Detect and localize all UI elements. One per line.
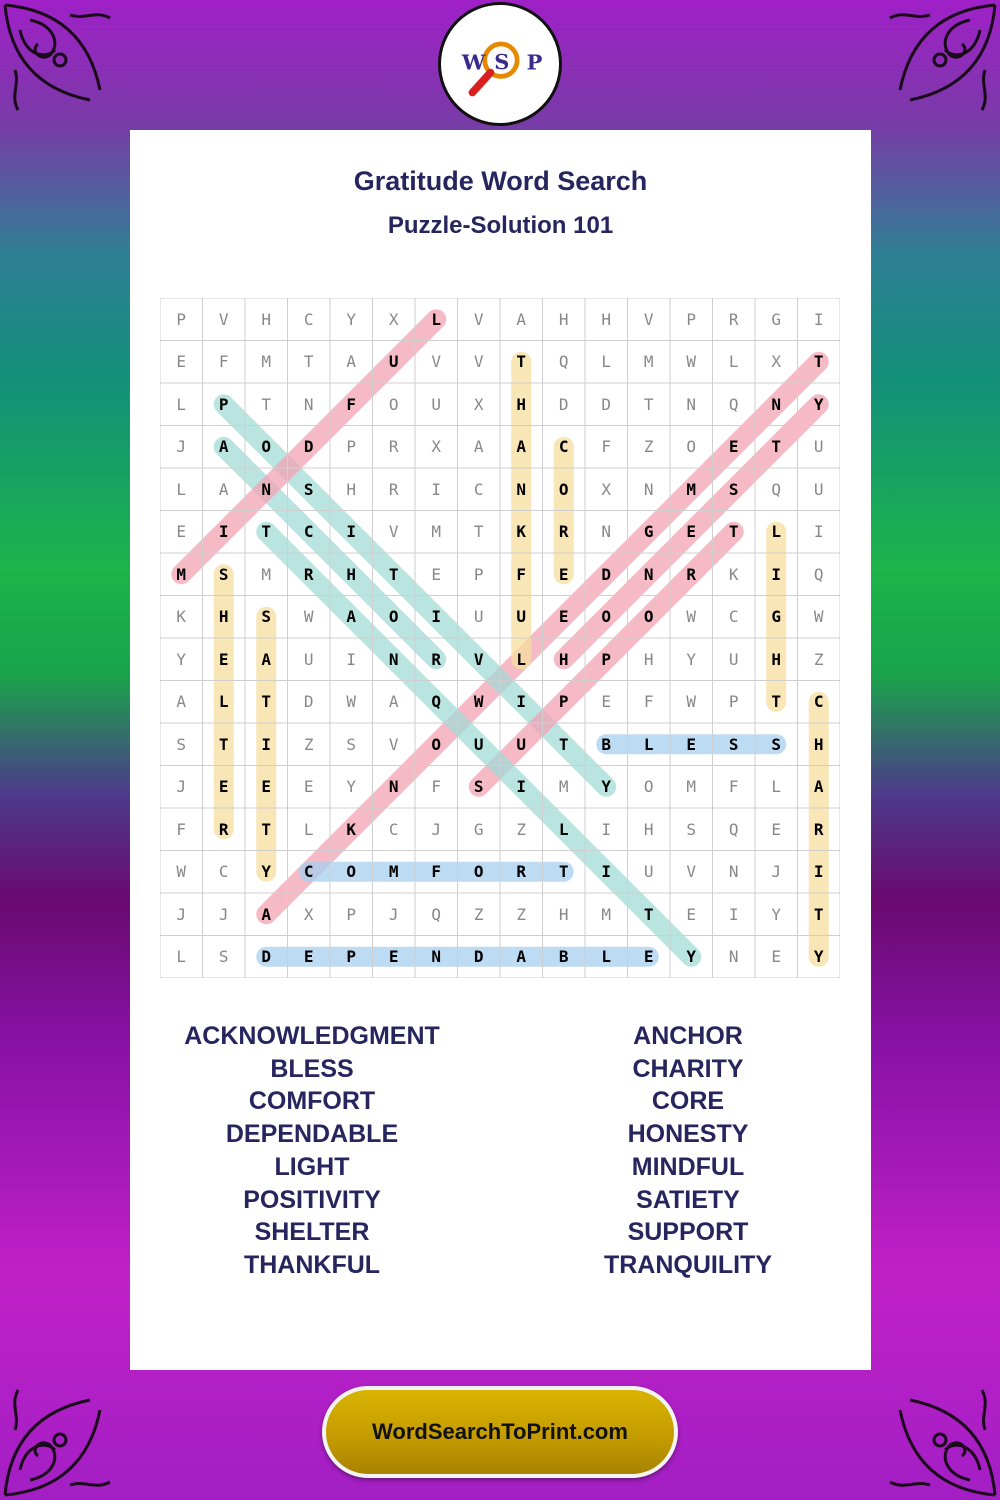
grid-cell[interactable]: A bbox=[516, 309, 527, 329]
grid-cell[interactable]: V bbox=[686, 862, 697, 882]
grid-cell[interactable]: Z bbox=[516, 904, 527, 924]
grid-cell[interactable]: X bbox=[388, 309, 399, 329]
grid-cell[interactable]: G bbox=[643, 522, 654, 542]
grid-cell[interactable]: D bbox=[558, 394, 569, 414]
grid-cell[interactable]: N bbox=[388, 649, 399, 669]
grid-cell[interactable]: A bbox=[218, 437, 229, 457]
grid-cell[interactable]: T bbox=[261, 692, 272, 712]
grid-cell[interactable]: L bbox=[643, 734, 654, 754]
grid-cell[interactable]: T bbox=[261, 394, 272, 414]
grid-cell[interactable]: E bbox=[558, 607, 569, 627]
grid-cell[interactable]: P bbox=[218, 394, 229, 414]
grid-cell[interactable]: A bbox=[346, 352, 357, 372]
grid-cell[interactable]: E bbox=[771, 819, 782, 839]
grid-cell[interactable]: I bbox=[601, 862, 612, 882]
grid-cell[interactable]: U bbox=[813, 437, 824, 457]
grid-cell[interactable]: L bbox=[176, 479, 187, 499]
word-list-left bbox=[142, 1020, 482, 1282]
grid-cell[interactable]: V bbox=[643, 309, 654, 329]
grid-cell[interactable]: S bbox=[303, 479, 314, 499]
grid-cell[interactable]: Q bbox=[558, 352, 569, 372]
grid-cell[interactable]: W bbox=[686, 352, 697, 372]
grid-cell[interactable]: Y bbox=[813, 394, 824, 414]
grid-cell[interactable]: F bbox=[218, 352, 229, 372]
grid-cell[interactable]: E bbox=[261, 777, 272, 797]
grid-cell[interactable]: L bbox=[516, 649, 527, 669]
logo-letter-s: S bbox=[494, 48, 510, 74]
word-list-right bbox=[518, 1020, 858, 1282]
grid-cell[interactable]: F bbox=[728, 777, 739, 797]
grid-cell[interactable]: E bbox=[303, 947, 314, 967]
grid-cell[interactable]: S bbox=[218, 947, 229, 967]
grid-cell[interactable]: H bbox=[558, 904, 569, 924]
grid-cell[interactable]: L bbox=[771, 777, 782, 797]
grid-cell[interactable]: O bbox=[473, 862, 484, 882]
grid-cell[interactable]: C bbox=[303, 522, 314, 542]
grid-cell[interactable]: P bbox=[558, 692, 569, 712]
grid-cell[interactable]: M bbox=[261, 352, 272, 372]
grid-cell[interactable]: J bbox=[176, 437, 187, 457]
grid-cell[interactable]: E bbox=[686, 904, 697, 924]
grid-cell[interactable]: E bbox=[176, 352, 187, 372]
grid-cell[interactable]: E bbox=[303, 777, 314, 797]
grid-cell[interactable]: I bbox=[218, 522, 229, 542]
grid-cell[interactable]: W bbox=[686, 607, 697, 627]
corner-flourish-top-right bbox=[860, 0, 1000, 140]
grid-cell[interactable]: B bbox=[601, 734, 612, 754]
grid-cell[interactable]: F bbox=[346, 394, 357, 414]
grid-cell[interactable]: R bbox=[218, 819, 229, 839]
grid-cell[interactable]: N bbox=[601, 522, 612, 542]
grid-cell[interactable]: J bbox=[771, 862, 782, 882]
grid-cell[interactable]: I bbox=[346, 522, 357, 542]
grid-cell[interactable]: P bbox=[346, 437, 357, 457]
grid-cell[interactable]: U bbox=[388, 352, 399, 372]
grid-cell[interactable]: T bbox=[388, 564, 399, 584]
grid-cell[interactable]: E bbox=[431, 564, 442, 584]
word-list-item: COMFORT bbox=[248, 1087, 376, 1116]
grid-cell[interactable]: J bbox=[388, 904, 399, 924]
wsp-logo[interactable] bbox=[438, 2, 562, 126]
grid-cell[interactable]: H bbox=[218, 607, 229, 627]
grid-cell[interactable]: E bbox=[601, 692, 612, 712]
grid-cell[interactable]: S bbox=[728, 479, 739, 499]
word-list-item: MINDFUL bbox=[631, 1152, 745, 1181]
grid-cell[interactable]: V bbox=[431, 352, 442, 372]
word-list-item: LIGHT bbox=[274, 1152, 350, 1181]
grid-cell[interactable]: E bbox=[218, 777, 229, 797]
grid-cell[interactable]: U bbox=[728, 649, 739, 669]
grid-cell[interactable]: W bbox=[346, 692, 357, 712]
word-list-item: CORE bbox=[651, 1087, 725, 1116]
grid-cell[interactable]: L bbox=[303, 819, 314, 839]
grid-cell[interactable]: A bbox=[516, 437, 527, 457]
site-link-button[interactable]: WordSearchToPrint.com bbox=[322, 1386, 678, 1478]
grid-cell[interactable]: D bbox=[261, 947, 272, 967]
grid-cell[interactable]: I bbox=[431, 607, 442, 627]
grid-cell[interactable]: V bbox=[388, 734, 399, 754]
grid-cell[interactable]: X bbox=[303, 904, 314, 924]
word-list-item: CHARITY bbox=[632, 1054, 744, 1083]
word-list-item: POSITIVITY bbox=[243, 1185, 381, 1214]
grid-cell[interactable]: Y bbox=[176, 649, 187, 669]
grid-cell[interactable]: P bbox=[601, 649, 612, 669]
grid-cell[interactable]: F bbox=[431, 862, 442, 882]
grid-cell[interactable]: L bbox=[176, 394, 187, 414]
grid-cell[interactable]: Y bbox=[813, 947, 824, 967]
grid-cell[interactable]: W bbox=[813, 607, 824, 627]
grid-cell[interactable]: V bbox=[473, 309, 484, 329]
grid-cell[interactable]: Y bbox=[346, 309, 357, 329]
grid-cell[interactable]: L bbox=[176, 947, 187, 967]
corner-flourish-bottom-left bbox=[0, 1360, 140, 1500]
grid-cell[interactable]: W bbox=[473, 692, 484, 712]
grid-cell[interactable]: L bbox=[218, 692, 229, 712]
grid-cell[interactable]: S bbox=[261, 607, 272, 627]
grid-cell[interactable]: N bbox=[431, 947, 442, 967]
grid-cell[interactable]: Q bbox=[728, 819, 739, 839]
logo-letter-w: W bbox=[461, 49, 486, 75]
grid-cell[interactable]: U bbox=[473, 607, 484, 627]
grid-cell[interactable]: G bbox=[771, 607, 782, 627]
grid-cell[interactable]: I bbox=[431, 479, 442, 499]
grid-cell[interactable]: D bbox=[473, 947, 484, 967]
word-list-item: ACKNOWLEDGMENT bbox=[184, 1022, 440, 1050]
grid-cell[interactable]: P bbox=[473, 564, 484, 584]
grid-cell[interactable]: Q bbox=[813, 564, 824, 584]
grid-cell[interactable]: Z bbox=[643, 437, 654, 457]
grid-cell[interactable]: T bbox=[771, 692, 782, 712]
grid-cell[interactable]: E bbox=[686, 522, 697, 542]
word-list-item: SATIETY bbox=[636, 1185, 740, 1214]
grid-cell[interactable]: C bbox=[813, 692, 824, 712]
grid-cell[interactable]: W bbox=[686, 692, 697, 712]
grid-cell[interactable]: N bbox=[771, 394, 782, 414]
grid-cell[interactable]: R bbox=[686, 564, 697, 584]
grid-cell[interactable]: T bbox=[643, 394, 654, 414]
grid-cell[interactable]: I bbox=[261, 734, 272, 754]
grid-cell[interactable]: T bbox=[261, 522, 272, 542]
grid-cell[interactable]: I bbox=[516, 777, 527, 797]
grid-cell[interactable]: M bbox=[601, 904, 612, 924]
grid-cell[interactable]: Q bbox=[431, 904, 442, 924]
grid-cell[interactable]: T bbox=[771, 437, 782, 457]
grid-cell[interactable]: E bbox=[728, 437, 739, 457]
grid-cell[interactable]: H bbox=[558, 649, 569, 669]
grid-cell[interactable]: O bbox=[686, 437, 697, 457]
grid-cell[interactable]: X bbox=[431, 437, 442, 457]
grid-cell[interactable]: O bbox=[346, 862, 357, 882]
grid-cell[interactable]: A bbox=[346, 607, 357, 627]
grid-cell[interactable]: T bbox=[558, 862, 569, 882]
grid-cell[interactable]: Z bbox=[516, 819, 527, 839]
grid-cell[interactable]: F bbox=[643, 692, 654, 712]
logo-letter-p: P bbox=[526, 49, 543, 75]
grid-cell[interactable]: Z bbox=[813, 649, 824, 669]
grid-cell[interactable]: W bbox=[303, 607, 314, 627]
grid-cell[interactable]: U bbox=[303, 649, 314, 669]
grid-cell[interactable]: O bbox=[558, 479, 569, 499]
grid-cell[interactable]: H bbox=[558, 309, 569, 329]
grid-cell[interactable]: K bbox=[176, 607, 187, 627]
grid-cell[interactable]: H bbox=[346, 564, 357, 584]
grid-cell[interactable]: W bbox=[176, 862, 187, 882]
grid-cell[interactable]: P bbox=[686, 309, 697, 329]
grid-cell[interactable]: J bbox=[176, 904, 187, 924]
grid-cell[interactable]: G bbox=[473, 819, 484, 839]
grid-cell[interactable]: T bbox=[218, 734, 229, 754]
grid-cell[interactable]: K bbox=[728, 564, 739, 584]
grid-cell[interactable]: Z bbox=[473, 904, 484, 924]
grid-cell[interactable]: V bbox=[388, 522, 399, 542]
grid-cell[interactable]: E bbox=[643, 947, 654, 967]
grid-cell[interactable]: H bbox=[643, 649, 654, 669]
grid-cell[interactable]: C bbox=[388, 819, 399, 839]
grid-cell[interactable]: T bbox=[303, 352, 314, 372]
grid-cell[interactable]: C bbox=[558, 437, 569, 457]
grid-cell[interactable]: H bbox=[771, 649, 782, 669]
grid-cell[interactable]: L bbox=[431, 309, 442, 329]
grid-cell[interactable]: D bbox=[601, 564, 612, 584]
grid-cell[interactable]: Y bbox=[346, 777, 357, 797]
grid-cell[interactable]: U bbox=[473, 734, 484, 754]
grid-cell[interactable]: Q bbox=[771, 479, 782, 499]
grid-cell[interactable]: E bbox=[558, 564, 569, 584]
grid-cell[interactable]: S bbox=[176, 734, 187, 754]
grid-cell[interactable]: H bbox=[813, 734, 824, 754]
grid-cell[interactable]: P bbox=[346, 904, 357, 924]
grid-cell[interactable]: R bbox=[388, 437, 399, 457]
grid-cell[interactable]: I bbox=[728, 904, 739, 924]
grid-cell[interactable]: T bbox=[643, 904, 654, 924]
word-list-item: ANCHOR bbox=[633, 1022, 743, 1050]
grid-cell[interactable]: T bbox=[516, 352, 527, 372]
grid-cell[interactable]: K bbox=[346, 819, 357, 839]
grid-cell[interactable]: D bbox=[601, 394, 612, 414]
grid-cell[interactable]: C bbox=[728, 607, 739, 627]
grid-cell[interactable]: H bbox=[643, 819, 654, 839]
grid-cell[interactable]: J bbox=[218, 904, 229, 924]
word-list-item: HONESTY bbox=[627, 1120, 749, 1149]
grid-cell[interactable]: O bbox=[643, 777, 654, 797]
grid-cell[interactable]: S bbox=[728, 734, 739, 754]
grid-cell[interactable]: P bbox=[176, 309, 187, 329]
grid-cell[interactable]: P bbox=[728, 692, 739, 712]
grid-cell[interactable]: F bbox=[431, 777, 442, 797]
grid-cell[interactable]: M bbox=[388, 862, 399, 882]
grid-cell[interactable]: E bbox=[686, 734, 697, 754]
grid-cell[interactable]: N bbox=[643, 564, 654, 584]
grid-cell[interactable]: L bbox=[558, 819, 569, 839]
word-list-item: BLESS bbox=[270, 1054, 354, 1083]
grid-cell[interactable]: U bbox=[516, 607, 527, 627]
puzzle-card bbox=[130, 130, 871, 1370]
grid-cell[interactable]: L bbox=[728, 352, 739, 372]
word-search-grid bbox=[160, 298, 840, 978]
grid-cell[interactable]: R bbox=[516, 862, 527, 882]
grid-cell[interactable]: T bbox=[813, 352, 824, 372]
grid-cell[interactable]: U bbox=[813, 479, 824, 499]
word-list-item: SUPPORT bbox=[627, 1218, 749, 1247]
grid-cell[interactable]: N bbox=[728, 947, 739, 967]
grid-cell[interactable]: M bbox=[176, 564, 187, 584]
grid-cell[interactable]: S bbox=[686, 819, 697, 839]
grid-cell[interactable]: R bbox=[558, 522, 569, 542]
word-list-item: TRANQUILITY bbox=[603, 1250, 773, 1279]
grid-cell[interactable]: T bbox=[728, 522, 739, 542]
grid-cell[interactable]: M bbox=[431, 522, 442, 542]
grid-cell[interactable]: N bbox=[261, 479, 272, 499]
grid-cell[interactable]: Y bbox=[771, 904, 782, 924]
puzzle-subtitle: Puzzle-Solution 101 bbox=[387, 212, 614, 239]
grid-cell[interactable]: I bbox=[771, 564, 782, 584]
grid-cell[interactable]: I bbox=[813, 309, 824, 329]
word-list-item: SHELTER bbox=[254, 1218, 370, 1247]
grid-cell[interactable]: I bbox=[813, 862, 824, 882]
grid-cell[interactable]: V bbox=[218, 309, 229, 329]
grid-cell[interactable]: M bbox=[643, 352, 654, 372]
grid-cell[interactable]: P bbox=[346, 947, 357, 967]
letter-grid bbox=[160, 298, 840, 978]
grid-cell[interactable]: N bbox=[643, 479, 654, 499]
grid-cell[interactable]: S bbox=[771, 734, 782, 754]
grid-cell[interactable]: Z bbox=[303, 734, 314, 754]
grid-cell[interactable]: C bbox=[303, 309, 314, 329]
magnifier-icon bbox=[441, 5, 559, 123]
corner-flourish-bottom-right bbox=[860, 1360, 1000, 1500]
grid-cell[interactable]: C bbox=[303, 862, 314, 882]
grid-cell[interactable]: T bbox=[261, 819, 272, 839]
grid-cell[interactable]: B bbox=[558, 947, 569, 967]
grid-cell[interactable]: A bbox=[388, 692, 399, 712]
grid-cell[interactable]: S bbox=[346, 734, 357, 754]
grid-cell[interactable]: R bbox=[388, 479, 399, 499]
grid-cell[interactable]: A bbox=[218, 479, 229, 499]
grid-cell[interactable]: D bbox=[303, 692, 314, 712]
grid-cell[interactable]: L bbox=[771, 522, 782, 542]
grid-cell[interactable]: A bbox=[516, 947, 527, 967]
corner-flourish-top-left bbox=[0, 0, 140, 140]
grid-cell[interactable]: R bbox=[813, 819, 824, 839]
grid-cell[interactable]: Y bbox=[261, 862, 272, 882]
grid-cell[interactable]: H bbox=[516, 394, 527, 414]
grid-cell[interactable]: U bbox=[516, 734, 527, 754]
grid-cell[interactable]: A bbox=[261, 649, 272, 669]
grid-cell[interactable]: M bbox=[261, 564, 272, 584]
grid-cell[interactable]: I bbox=[601, 819, 612, 839]
grid-cell[interactable]: E bbox=[388, 947, 399, 967]
word-list-item: DEPENDABLE bbox=[225, 1120, 399, 1149]
grid-cell[interactable]: X bbox=[473, 394, 484, 414]
grid-cell[interactable]: M bbox=[686, 479, 697, 499]
grid-cell[interactable]: K bbox=[516, 522, 527, 542]
grid-cell[interactable]: N bbox=[686, 394, 697, 414]
grid-cell[interactable]: E bbox=[218, 649, 229, 669]
grid-cell[interactable]: C bbox=[218, 862, 229, 882]
grid-cell[interactable]: O bbox=[261, 437, 272, 457]
grid-cell[interactable]: O bbox=[388, 607, 399, 627]
grid-cell[interactable]: N bbox=[303, 394, 314, 414]
word-list-item: THANKFUL bbox=[243, 1250, 381, 1279]
grid-cell[interactable]: N bbox=[728, 862, 739, 882]
grid-cell[interactable]: I bbox=[516, 692, 527, 712]
grid-cell[interactable]: H bbox=[346, 479, 357, 499]
grid-cell[interactable]: I bbox=[346, 649, 357, 669]
grid-cell[interactable]: H bbox=[261, 309, 272, 329]
grid-cell[interactable]: E bbox=[176, 522, 187, 542]
grid-cell[interactable]: V bbox=[473, 649, 484, 669]
grid-cell[interactable]: E bbox=[771, 947, 782, 967]
grid-cell[interactable]: A bbox=[473, 437, 484, 457]
grid-cell[interactable]: A bbox=[176, 692, 187, 712]
grid-cell[interactable]: A bbox=[813, 777, 824, 797]
grid-cell[interactable]: T bbox=[813, 904, 824, 924]
grid-cell[interactable]: S bbox=[473, 777, 484, 797]
grid-cell[interactable]: I bbox=[813, 522, 824, 542]
grid-cell[interactable]: O bbox=[601, 607, 612, 627]
grid-cell[interactable]: T bbox=[473, 522, 484, 542]
grid-cell[interactable]: J bbox=[431, 819, 442, 839]
grid-cell[interactable]: X bbox=[601, 479, 612, 499]
grid-cell[interactable]: L bbox=[601, 947, 612, 967]
grid-cell[interactable]: R bbox=[728, 309, 739, 329]
grid-cell[interactable]: R bbox=[431, 649, 442, 669]
grid-cell[interactable]: O bbox=[431, 734, 442, 754]
grid-cell[interactable]: N bbox=[516, 479, 527, 499]
grid-cell[interactable]: M bbox=[558, 777, 569, 797]
grid-cell[interactable]: A bbox=[261, 904, 272, 924]
grid-cell[interactable]: N bbox=[388, 777, 399, 797]
grid-cell[interactable]: U bbox=[431, 394, 442, 414]
grid-cell[interactable]: F bbox=[176, 819, 187, 839]
grid-cell[interactable]: G bbox=[771, 309, 782, 329]
grid-cell[interactable]: Q bbox=[431, 692, 442, 712]
grid-cell[interactable]: S bbox=[218, 564, 229, 584]
puzzle-title: Gratitude Word Search bbox=[353, 166, 648, 196]
grid-cell[interactable]: L bbox=[601, 352, 612, 372]
grid-cell[interactable]: U bbox=[643, 862, 654, 882]
grid-cell[interactable]: J bbox=[176, 777, 187, 797]
grid-cell[interactable]: Q bbox=[728, 394, 739, 414]
grid-cell[interactable]: V bbox=[473, 352, 484, 372]
grid-cell[interactable]: M bbox=[686, 777, 697, 797]
grid-cell[interactable]: O bbox=[388, 394, 399, 414]
grid-cell[interactable]: Y bbox=[686, 947, 697, 967]
grid-cell[interactable]: D bbox=[303, 437, 314, 457]
grid-cell[interactable]: Y bbox=[686, 649, 697, 669]
grid-cell[interactable]: R bbox=[303, 564, 314, 584]
grid-cell[interactable]: C bbox=[473, 479, 484, 499]
grid-cell[interactable]: O bbox=[643, 607, 654, 627]
grid-cell[interactable]: F bbox=[516, 564, 527, 584]
grid-cell[interactable]: Y bbox=[601, 777, 612, 797]
grid-cell[interactable]: H bbox=[601, 309, 612, 329]
grid-cell[interactable]: X bbox=[771, 352, 782, 372]
grid-cell[interactable]: F bbox=[601, 437, 612, 457]
grid-cell[interactable]: T bbox=[558, 734, 569, 754]
